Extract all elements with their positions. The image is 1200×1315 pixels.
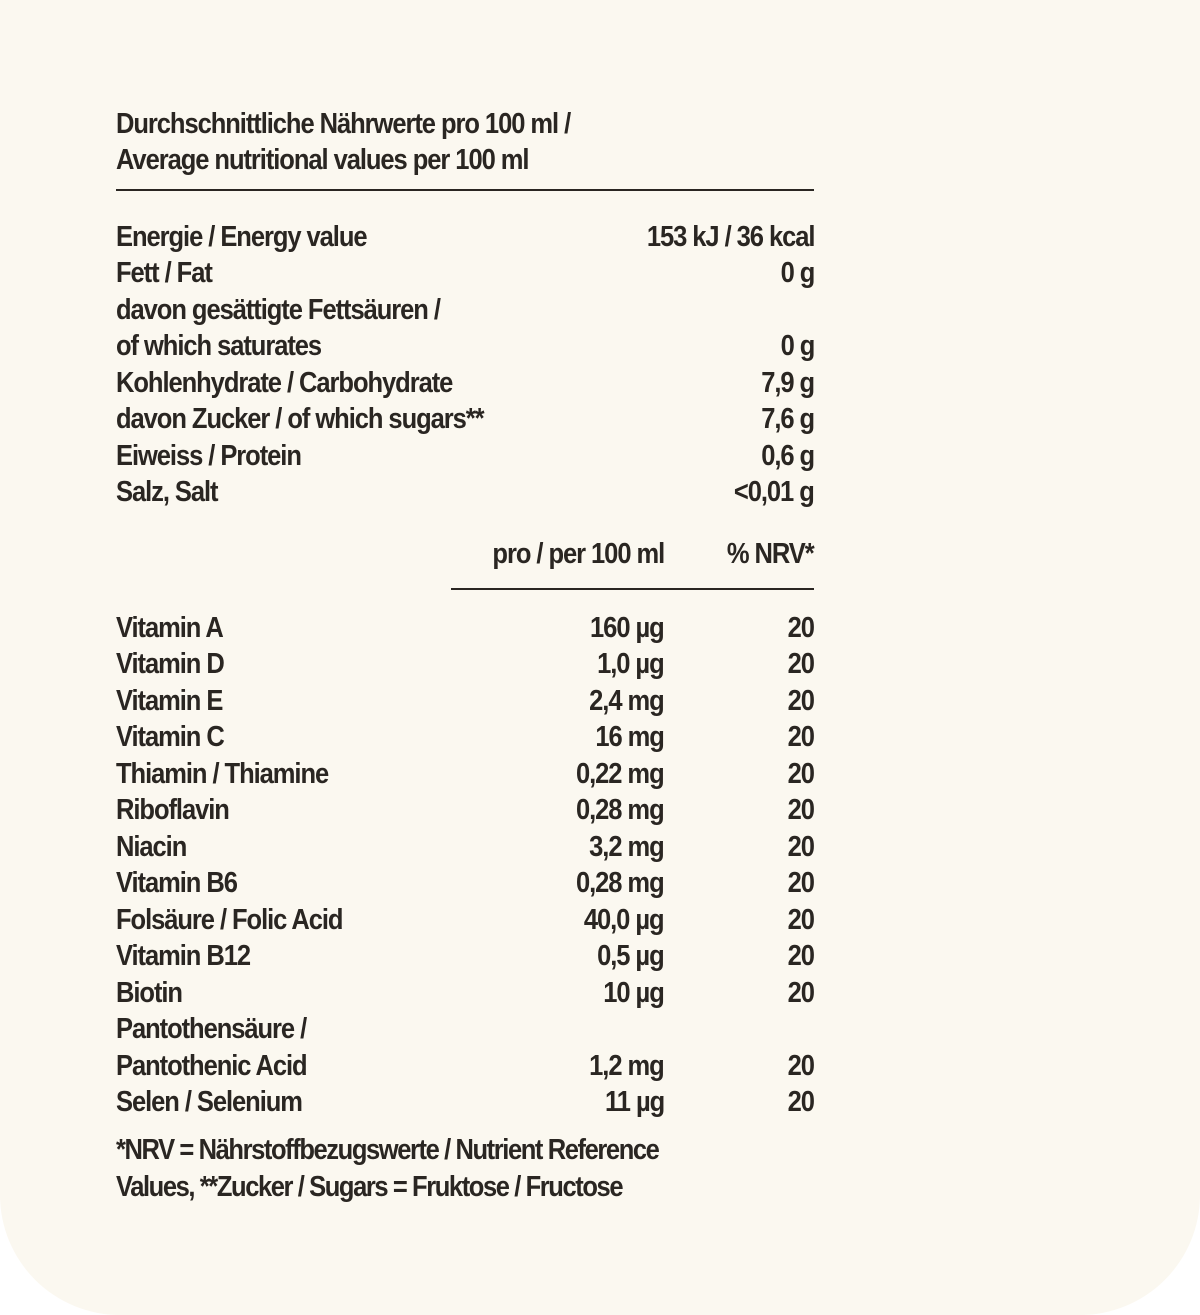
nutrient-label: davon Zucker / of which sugars** bbox=[116, 403, 484, 435]
vitamin-label: Pantothensäure / bbox=[116, 1013, 307, 1045]
nutrient-value: 153 kJ / 36 kcal bbox=[646, 221, 814, 253]
nutrient-label: of which saturates bbox=[116, 330, 322, 362]
nutrient-value: 0 g bbox=[780, 257, 814, 289]
vitamin-amount: 11 µg bbox=[604, 1086, 664, 1118]
vitamin-header-per: pro / per 100 ml bbox=[492, 538, 664, 570]
footnote-line-2: Values, **Zucker / Sugars = Fruktose / Fructose bbox=[116, 1171, 623, 1203]
vitamin-nrv: 20 bbox=[787, 685, 814, 717]
nutrient-label: Energie / Energy value bbox=[116, 221, 367, 253]
vitamin-nrv: 20 bbox=[787, 831, 814, 863]
vitamin-amount: 40,0 µg bbox=[584, 904, 664, 936]
heading-divider bbox=[116, 189, 814, 191]
vitamin-nrv: 20 bbox=[787, 977, 814, 1009]
nutrient-label: Eiweiss / Protein bbox=[116, 440, 301, 472]
vitamin-label: Selen / Selenium bbox=[116, 1086, 302, 1118]
vitamin-amount: 3,2 mg bbox=[589, 831, 664, 863]
vitamin-nrv: 20 bbox=[787, 758, 814, 790]
heading-line-2: Average nutritional values per 100 ml bbox=[116, 144, 529, 176]
vitamin-label: Vitamin A bbox=[116, 612, 223, 644]
vitamin-label: Vitamin B12 bbox=[116, 940, 251, 972]
nutrient-label: davon gesättigte Fettsäuren / bbox=[116, 294, 440, 326]
vitamin-nrv: 20 bbox=[787, 612, 814, 644]
vitamin-nrv: 20 bbox=[787, 794, 814, 826]
vitamin-label: Vitamin D bbox=[116, 648, 224, 680]
footnote-line-1: *NRV = Nährstoffbezugswerte / Nutrient Reference bbox=[116, 1134, 659, 1166]
vitamin-amount: 0,22 mg bbox=[576, 758, 664, 790]
nutrient-label: Salz, Salt bbox=[116, 476, 218, 508]
vitamin-amount: 0,5 µg bbox=[597, 940, 664, 972]
nutrient-label: Kohlenhydrate / Carbohydrate bbox=[116, 367, 453, 399]
vitamin-label: Biotin bbox=[116, 977, 182, 1009]
vitamin-label: Vitamin B6 bbox=[116, 867, 237, 899]
vitamin-label: Folsäure / Folic Acid bbox=[116, 904, 343, 936]
vitamin-nrv: 20 bbox=[787, 1086, 814, 1118]
vitamin-divider bbox=[451, 588, 814, 590]
vitamin-nrv: 20 bbox=[787, 940, 814, 972]
vitamin-label: Niacin bbox=[116, 831, 187, 863]
vitamin-label: Vitamin C bbox=[116, 721, 224, 753]
nutrient-value: 0 g bbox=[780, 330, 814, 362]
vitamin-label: Pantothenic Acid bbox=[116, 1050, 307, 1082]
vitamin-nrv: 20 bbox=[787, 867, 814, 899]
vitamin-amount: 1,2 mg bbox=[589, 1050, 664, 1082]
vitamin-nrv: 20 bbox=[787, 721, 814, 753]
vitamin-amount: 0,28 mg bbox=[576, 867, 664, 899]
vitamin-header-nrv: % NRV* bbox=[727, 538, 814, 570]
vitamin-nrv: 20 bbox=[787, 904, 814, 936]
vitamin-amount: 10 µg bbox=[603, 977, 664, 1009]
nutrient-value: 7,9 g bbox=[761, 367, 814, 399]
nutrient-label: Fett / Fat bbox=[116, 257, 212, 289]
vitamin-label: Riboflavin bbox=[116, 794, 229, 826]
vitamin-amount: 160 µg bbox=[590, 612, 664, 644]
vitamin-label: Thiamin / Thiamine bbox=[116, 758, 329, 790]
vitamin-nrv: 20 bbox=[787, 648, 814, 680]
nutrient-value: 0,6 g bbox=[761, 440, 814, 472]
vitamin-amount: 2,4 mg bbox=[589, 685, 664, 717]
vitamin-nrv: 20 bbox=[787, 1050, 814, 1082]
vitamin-amount: 0,28 mg bbox=[576, 794, 664, 826]
vitamin-amount: 16 mg bbox=[595, 721, 664, 753]
nutrient-value: <0,01 g bbox=[734, 476, 814, 508]
vitamin-amount: 1,0 µg bbox=[597, 648, 664, 680]
vitamin-label: Vitamin E bbox=[116, 685, 223, 717]
nutrient-value: 7,6 g bbox=[761, 403, 814, 435]
heading-line-1: Durchschnittliche Nährwerte pro 100 ml / bbox=[116, 108, 571, 140]
